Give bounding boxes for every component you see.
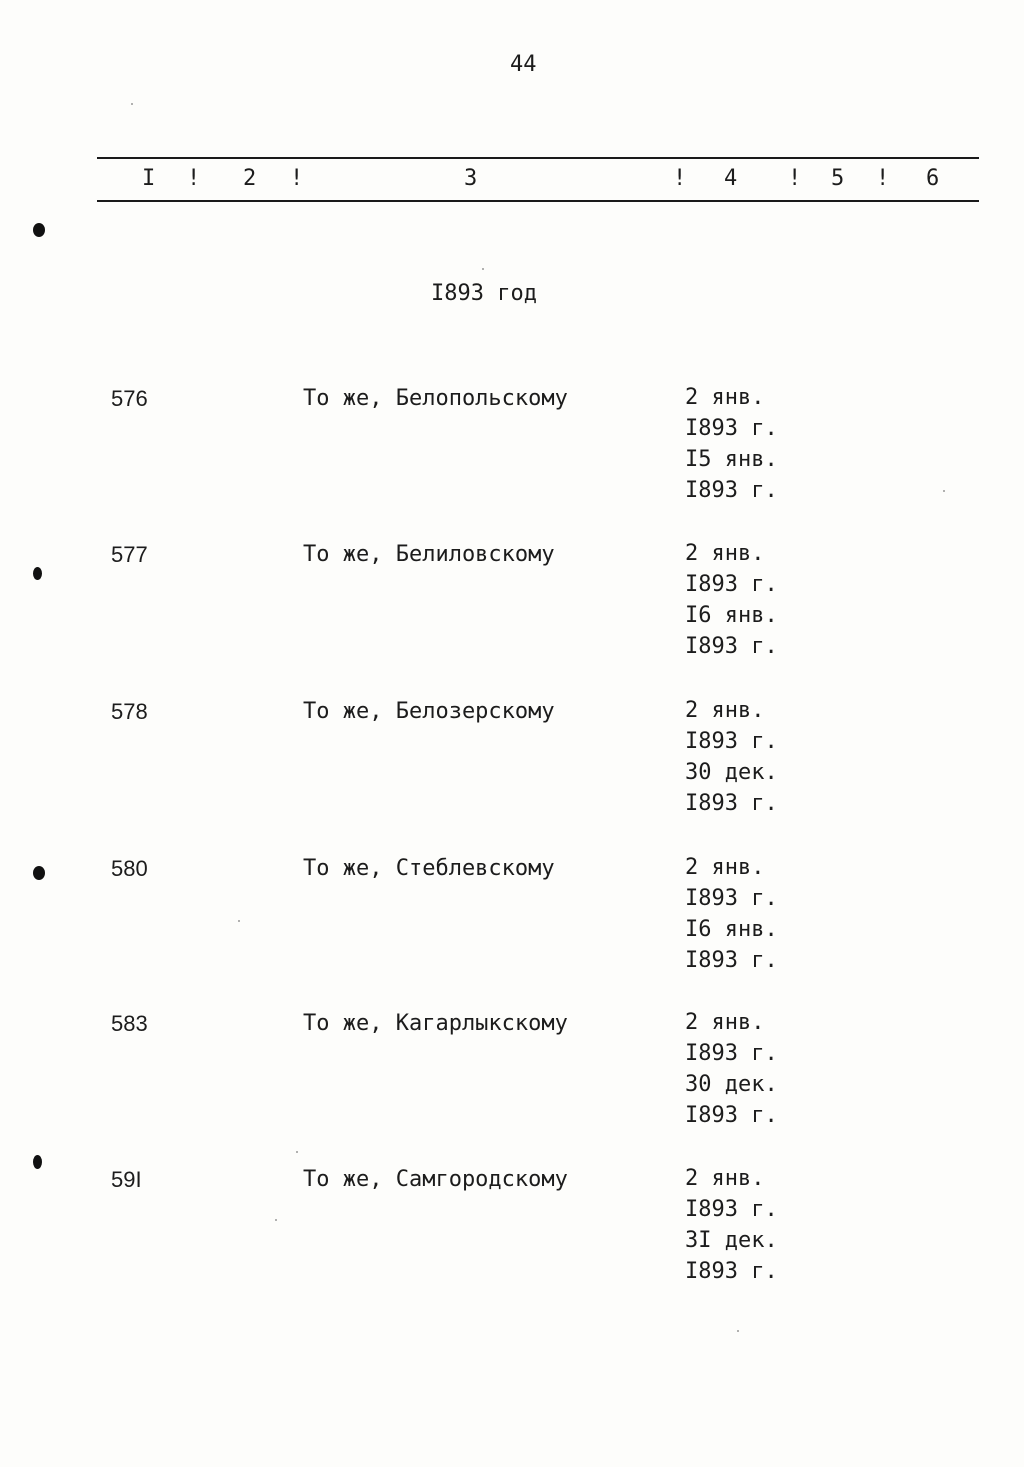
entry-number: 583	[111, 1011, 148, 1036]
binding-hole	[33, 1155, 42, 1169]
entry-dates	[685, 695, 778, 819]
entry-description: То же, Белопольскому	[303, 386, 568, 411]
date-line: I893 г.	[685, 1041, 778, 1066]
scan-speck	[238, 920, 240, 922]
binding-hole	[33, 567, 42, 580]
entry-dates	[685, 1007, 778, 1131]
scan-speck	[131, 103, 133, 105]
section-title: I893 год	[431, 281, 537, 306]
entry-number: 59I	[111, 1167, 142, 1192]
date-line: I893 г.	[685, 1197, 778, 1222]
table-row	[0, 699, 1024, 839]
date-line: 3I дек.	[685, 1228, 778, 1253]
scan-speck	[482, 268, 484, 270]
date-line: I893 г.	[685, 572, 778, 597]
entry-number: 580	[111, 856, 148, 881]
entry-description: То же, Стеблевскому	[303, 856, 555, 881]
entry-dates	[685, 538, 778, 662]
date-line: I6 янв.	[685, 603, 778, 628]
table-row	[0, 1011, 1024, 1151]
date-line: 2 янв.	[685, 698, 765, 723]
entry-dates	[685, 1163, 778, 1287]
date-line: 2 янв.	[685, 1166, 765, 1191]
entry-number: 577	[111, 542, 148, 567]
scan-speck	[737, 1330, 739, 1332]
column-separator: !	[788, 166, 802, 191]
date-line: I6 янв.	[685, 917, 778, 942]
page-number: 44	[510, 52, 537, 77]
column-header-3: 3	[464, 166, 478, 191]
table-row	[0, 542, 1024, 682]
date-line: 2 янв.	[685, 385, 765, 410]
date-line: I893 г.	[685, 1103, 778, 1128]
date-line: 2 янв.	[685, 855, 765, 880]
column-separator: !	[187, 166, 201, 191]
date-line: I893 г.	[685, 416, 778, 441]
binding-hole	[33, 223, 45, 237]
column-separator: !	[290, 166, 304, 191]
entry-description: То же, Белиловскому	[303, 542, 555, 567]
date-line: I5 янв.	[685, 447, 778, 472]
header-rule-top	[97, 157, 979, 159]
date-line: I893 г.	[685, 729, 778, 754]
entry-description: То же, Кагарлыкскому	[303, 1011, 568, 1036]
entry-number: 576	[111, 386, 148, 411]
date-line: 30 дек.	[685, 1072, 778, 1097]
scan-speck	[296, 1151, 298, 1153]
scan-speck	[943, 490, 945, 492]
date-line: I893 г.	[685, 791, 778, 816]
column-header-2: 2	[243, 166, 257, 191]
entry-description: То же, Белозерскому	[303, 699, 555, 724]
date-line: I893 г.	[685, 948, 778, 973]
date-line: I893 г.	[685, 886, 778, 911]
entry-dates	[685, 852, 778, 976]
date-line: 30 дек.	[685, 760, 778, 785]
entry-dates	[685, 382, 778, 506]
date-line: 2 янв.	[685, 1010, 765, 1035]
scan-speck	[275, 1219, 277, 1221]
column-header-4: 4	[724, 166, 738, 191]
date-line: I893 г.	[685, 1259, 778, 1284]
entry-description: То же, Самгородскому	[303, 1167, 568, 1192]
date-line: I893 г.	[685, 478, 778, 503]
column-separator: !	[876, 166, 890, 191]
header-rule-bottom	[97, 200, 979, 202]
column-separator: !	[673, 166, 687, 191]
table-row	[0, 386, 1024, 526]
entry-number: 578	[111, 699, 148, 724]
date-line: 2 янв.	[685, 541, 765, 566]
column-header-1: I	[142, 166, 156, 191]
table-row	[0, 1167, 1024, 1307]
column-header-6: 6	[926, 166, 940, 191]
binding-hole	[33, 866, 45, 880]
date-line: I893 г.	[685, 634, 778, 659]
table-row	[0, 856, 1024, 996]
column-header-5: 5	[831, 166, 845, 191]
